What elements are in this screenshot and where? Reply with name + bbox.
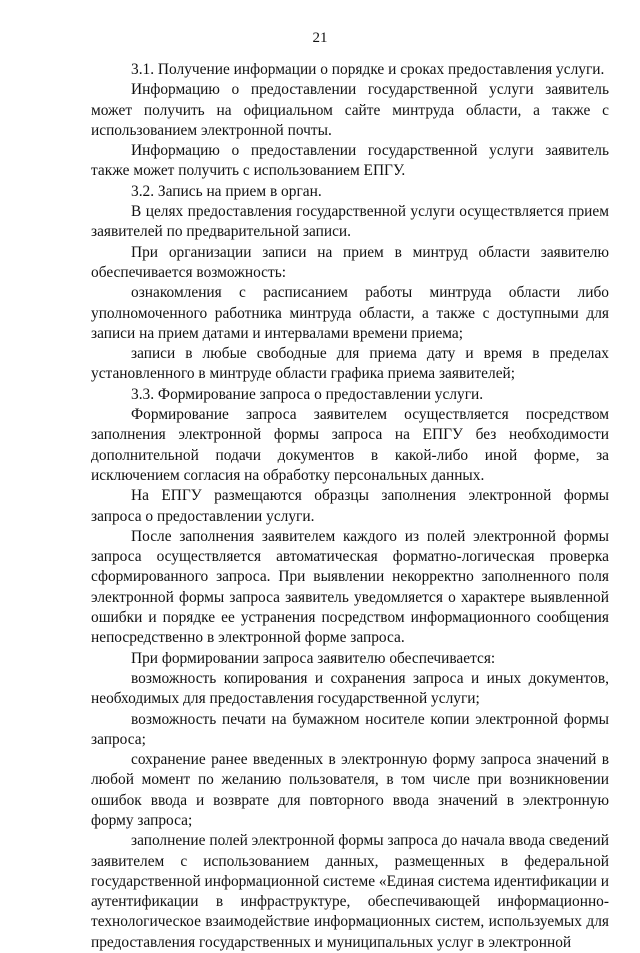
paragraph: При организации записи на прием в минтруд области заявителю обеспечивается возможность: — [91, 243, 609, 281]
document-body — [91, 60, 609, 953]
paragraph: Формирование запроса заявителем осуществляется посредством заполнения электронной формы запроса на ЕПГУ без необходимости дополнительной подачи документов в какой-либо иной форме, за исключением согласия на обработку персональных данных. — [91, 406, 609, 484]
paragraph-list-item: записи в любые свободные для приема дату и время в пределах установленного в минтруде области графика приема заявителей; — [91, 345, 609, 383]
paragraph-list-item: заполнение полей электронной формы запроса до начала ввода сведений заявителем с использованием данных, размещенных в федеральной государственной информационной системе «Единая система идентификации и аутентификации в инфраструктуре, обеспечивающей информационно-технологическое взаимодействие информационных систем, используемых для предоставления государственных и муниципальных услуг в электронной — [91, 832, 609, 951]
paragraph: После заполнения заявителем каждого из полей электронной формы запроса осуществляется автоматическая форматно-логическая проверка сформированного запроса. При выявлении некорректно заполненного поля электронной формы запроса заявитель уведомляется о характере выявленной ошибки и порядке ее устранения посредством информационного сообщения непосредственно в электронной форме запроса. — [91, 527, 609, 647]
paragraph: Информацию о предоставлении государственной услуги заявитель также может получить с использованием ЕПГУ. — [91, 142, 609, 180]
paragraph-section-3-1-heading: 3.1. Получение информации о порядке и сроках предоставления услуги. — [131, 61, 605, 78]
paragraph: На ЕПГУ размещаются образцы заполнения электронной формы запроса о предоставлении услуги. — [91, 487, 609, 525]
paragraph: В целях предоставления государственной услуги осуществляется прием заявителей по предварительной записи. — [91, 203, 609, 241]
paragraph-section-3-3-heading: 3.3. Формирование запроса о предоставлении услуги. — [131, 385, 484, 403]
paragraph: Информацию о предоставлении государственной услуги заявитель может получить на официальном сайте минтруда области, а также с использованием электронной почты. — [91, 81, 609, 139]
paragraph-list-item: сохранение ранее введенных в электронную форму запроса значений в любой момент по желанию пользователя, в том числе при возникновении ошибок ввода и возврате для повторного ввода значений в электронную форму запроса; — [91, 751, 609, 829]
paragraph-list-item: возможность копирования и сохранения запроса и иных документов, необходимых для предоставления государственной услуги; — [91, 669, 609, 708]
page-number: 21 — [312, 30, 328, 46]
paragraph: При формировании запроса заявителю обеспечивается: — [131, 649, 496, 667]
paragraph-list-item: ознакомления с расписанием работы минтруда области либо уполномоченного работника минтруда области, а также с доступными для записи на прием датами и интервалами времени приема; — [91, 284, 609, 342]
paragraph-section-3-2-heading: 3.2. Запись на прием в орган. — [131, 182, 322, 200]
paragraph-list-item: возможность печати на бумажном носителе копии электронной формы запроса; — [91, 710, 609, 748]
